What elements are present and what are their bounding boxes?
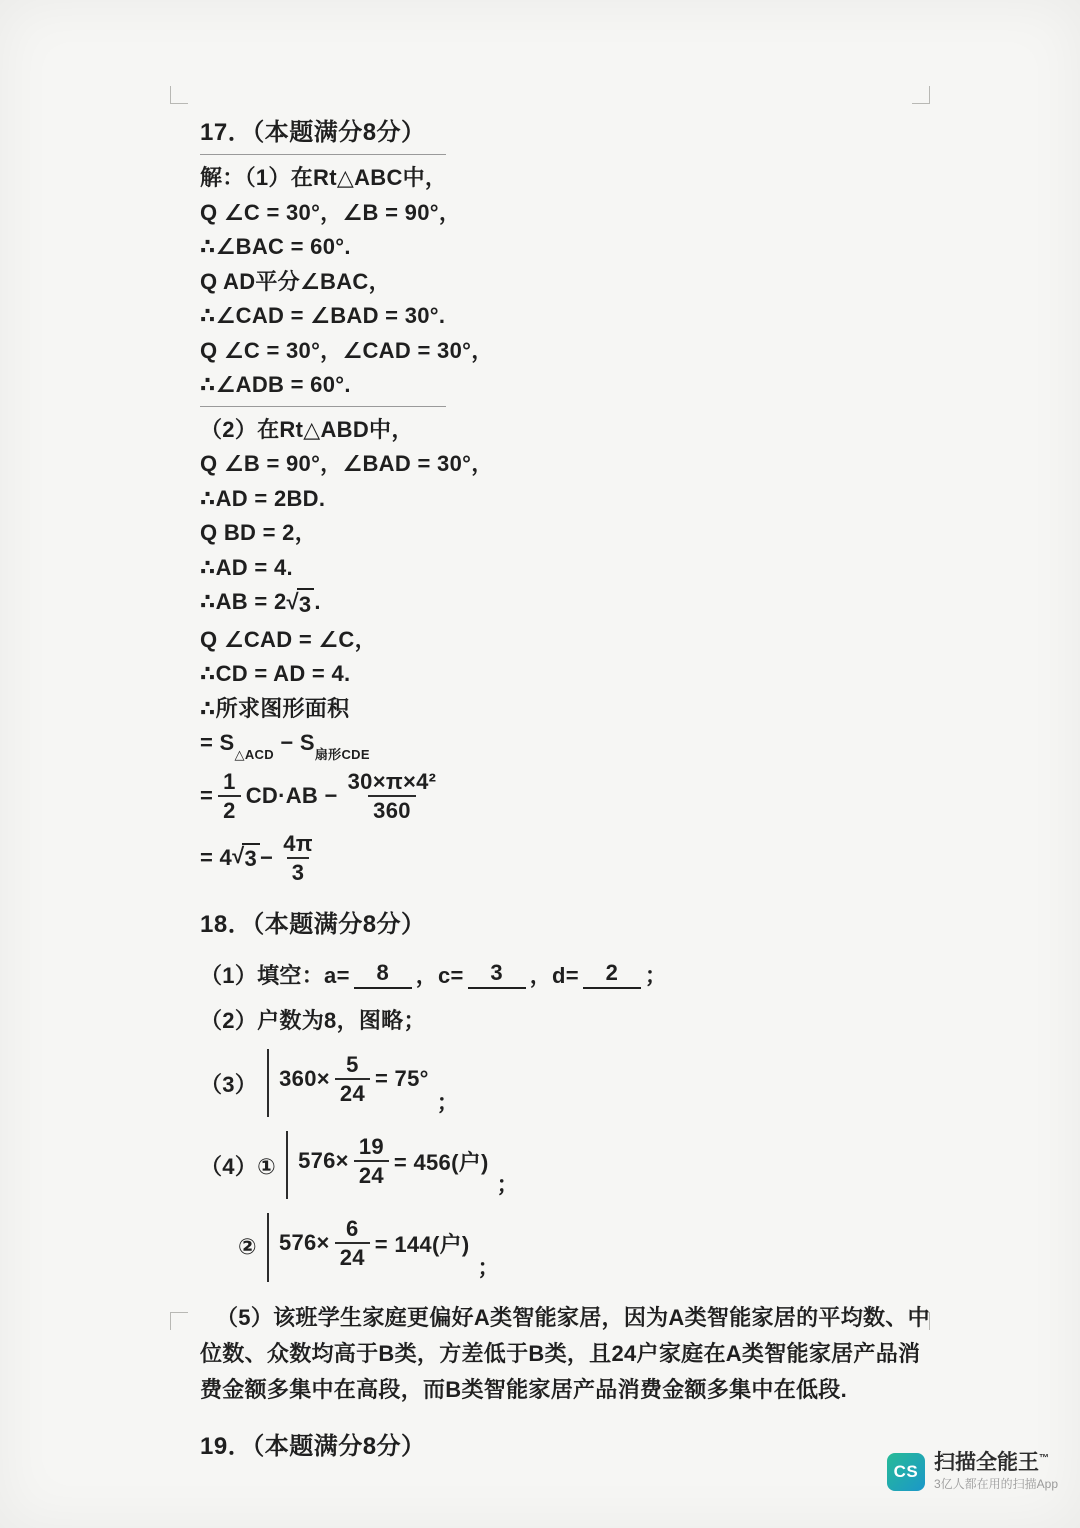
fraction-sector: $\frac{\text{30×π×4²}}{360}$: [347, 768, 437, 823]
camscanner-watermark: [887, 1451, 1058, 1492]
fill-blank-prefix: （1）填空：a=: [200, 963, 350, 989]
q18-item4a: [200, 1131, 942, 1199]
area-eq: = S: [200, 730, 235, 755]
formula-middle: CD·AB −: [245, 782, 338, 808]
camscanner-brand-name: [934, 1451, 1058, 1475]
crop-mark-top-right: [912, 86, 930, 104]
blank-answer-c: 3: [468, 960, 526, 989]
q17-solution-line: ∴所求图形面积: [200, 695, 350, 721]
formula-eq: =: [200, 782, 214, 808]
fraction-6-24: $\frac{6}{24}$: [335, 1217, 370, 1269]
square-root: [232, 843, 260, 872]
q17-solution-line: Q ∠B = 90°，∠BAD = 30°，: [200, 451, 494, 476]
fraction-one-half: $\frac{1}{2}$: [218, 770, 241, 822]
blank-answer-a: 8: [354, 960, 412, 989]
divider-line: [200, 154, 446, 155]
result-minus: −: [260, 844, 274, 870]
expr-result: = 456(户): [393, 1149, 489, 1175]
radicand: 3: [297, 588, 315, 619]
expr-tail: ；: [477, 1254, 500, 1280]
q18-item4a-expression: [286, 1131, 493, 1199]
square-root: [287, 588, 315, 619]
crop-mark-bottom-left: [170, 1312, 188, 1330]
q17-solution-line: Q ∠CAD = ∠C，: [200, 626, 377, 652]
divider-line: [200, 406, 446, 407]
expr-lead: 576×: [278, 1230, 330, 1256]
expr-tail: ；: [436, 1090, 460, 1116]
q17-area-expression: [200, 729, 942, 763]
expr-tail: ；: [496, 1172, 519, 1198]
blank-answer-d: 2: [583, 960, 641, 989]
q18-item2: [200, 1004, 942, 1035]
q17-solution-line: Q ∠C = 30°，∠CAD = 30°，: [200, 337, 494, 363]
sqrt-line-suffix: .: [314, 589, 321, 614]
radical-sign: √: [232, 843, 245, 869]
fraction-four-pi-thirds: $\frac{4\pi}{3}$: [283, 830, 313, 885]
q18-item4a-label: （4）①: [200, 1153, 277, 1179]
camscanner-slogan: 3亿人都在用的扫描App: [933, 1477, 1058, 1492]
fraction-5-24: $\frac{5}{24}$: [335, 1053, 370, 1105]
q17-solution-line: Q AD平分∠BAC，: [200, 268, 391, 294]
answer-sheet: [200, 112, 942, 1461]
q17-solution-line: ∴∠ADB = 60°.: [200, 372, 351, 397]
q17-solution-line: ∴∠CAD = ∠BAD = 30°.: [200, 303, 446, 328]
q17-solution-line: ∴AD = 2BD.: [200, 485, 326, 511]
camscanner-text-block: [934, 1451, 1058, 1492]
q17-sqrt-line: [200, 588, 942, 619]
q17-solution-line: ∴AD = 4.: [200, 554, 293, 580]
crop-mark-top-left: [170, 86, 188, 104]
expr-lead: 360×: [279, 1066, 330, 1092]
q17-title: 17．（本题满分8分）: [200, 119, 426, 146]
q17-solution-line: Q ∠C = 30°，∠B = 90°，: [200, 199, 462, 225]
radicand: 3: [242, 843, 260, 872]
q17-solution-line: ∴CD = AD = 4.: [200, 661, 351, 686]
fill-blank-mid1: ，c=: [415, 963, 464, 989]
fill-blank-end: ；: [644, 963, 668, 989]
q18-item4b-label: ②: [238, 1234, 257, 1260]
q18-item4b-expression: [267, 1213, 474, 1281]
expr-lead: 576×: [298, 1148, 349, 1174]
q17-formula-line: [200, 770, 942, 822]
q18-item4b: [238, 1213, 942, 1281]
fraction-19-24: $\frac{19}{24}$: [354, 1135, 389, 1187]
area-subscript-sector: 扇形CDE: [314, 747, 370, 763]
expr-result: = 144(户): [374, 1231, 470, 1257]
expr-result: = 75°: [374, 1066, 429, 1092]
q18-item5-paragraph: （5）该班学生家庭更偏好A类智能家居，因为A类智能家居的平均数、中位数、众数均高于B类，方差低于B类，且24户家庭在A类智能家居产品消费金额多集中在高段，而B类智能家居产品消费金额多集中在低段.: [200, 1304, 930, 1403]
fill-blank-mid2: ，d=: [529, 963, 579, 989]
radical-sign: √: [286, 589, 299, 614]
q19-title: 19．（本题满分8分）: [200, 1433, 426, 1461]
camscanner-logo-icon: CS: [887, 1453, 925, 1491]
q18-item3: [200, 1049, 942, 1117]
q18-item2-text: （2）户数为8，图略；: [200, 1008, 426, 1034]
q18-item3-label: （3）: [200, 1071, 258, 1097]
q17-result-line: [200, 832, 942, 884]
q17-solution-line: Q BD = 2，: [200, 520, 318, 545]
trademark-symbol: ™: [1038, 1453, 1049, 1465]
sqrt-line-prefix: ∴AB = 2: [200, 589, 287, 614]
q18-item3-expression: [267, 1049, 433, 1117]
area-subscript-acd: △ACD: [234, 747, 274, 763]
q18-title: 18．（本题满分8分）: [200, 911, 426, 939]
brand-text: 扫描全能王: [933, 1451, 1039, 1475]
area-minus: − S: [273, 730, 315, 755]
q17-part2-heading: （2）在Rt△ABD中，: [200, 416, 414, 442]
q18-item1: [200, 959, 942, 990]
result-prefix: = 4: [200, 844, 233, 870]
q17-solution-line: 解：（1）在Rt△ABC中，: [200, 165, 448, 190]
q17-solution-line: ∴∠BAC = 60°.: [200, 234, 351, 259]
